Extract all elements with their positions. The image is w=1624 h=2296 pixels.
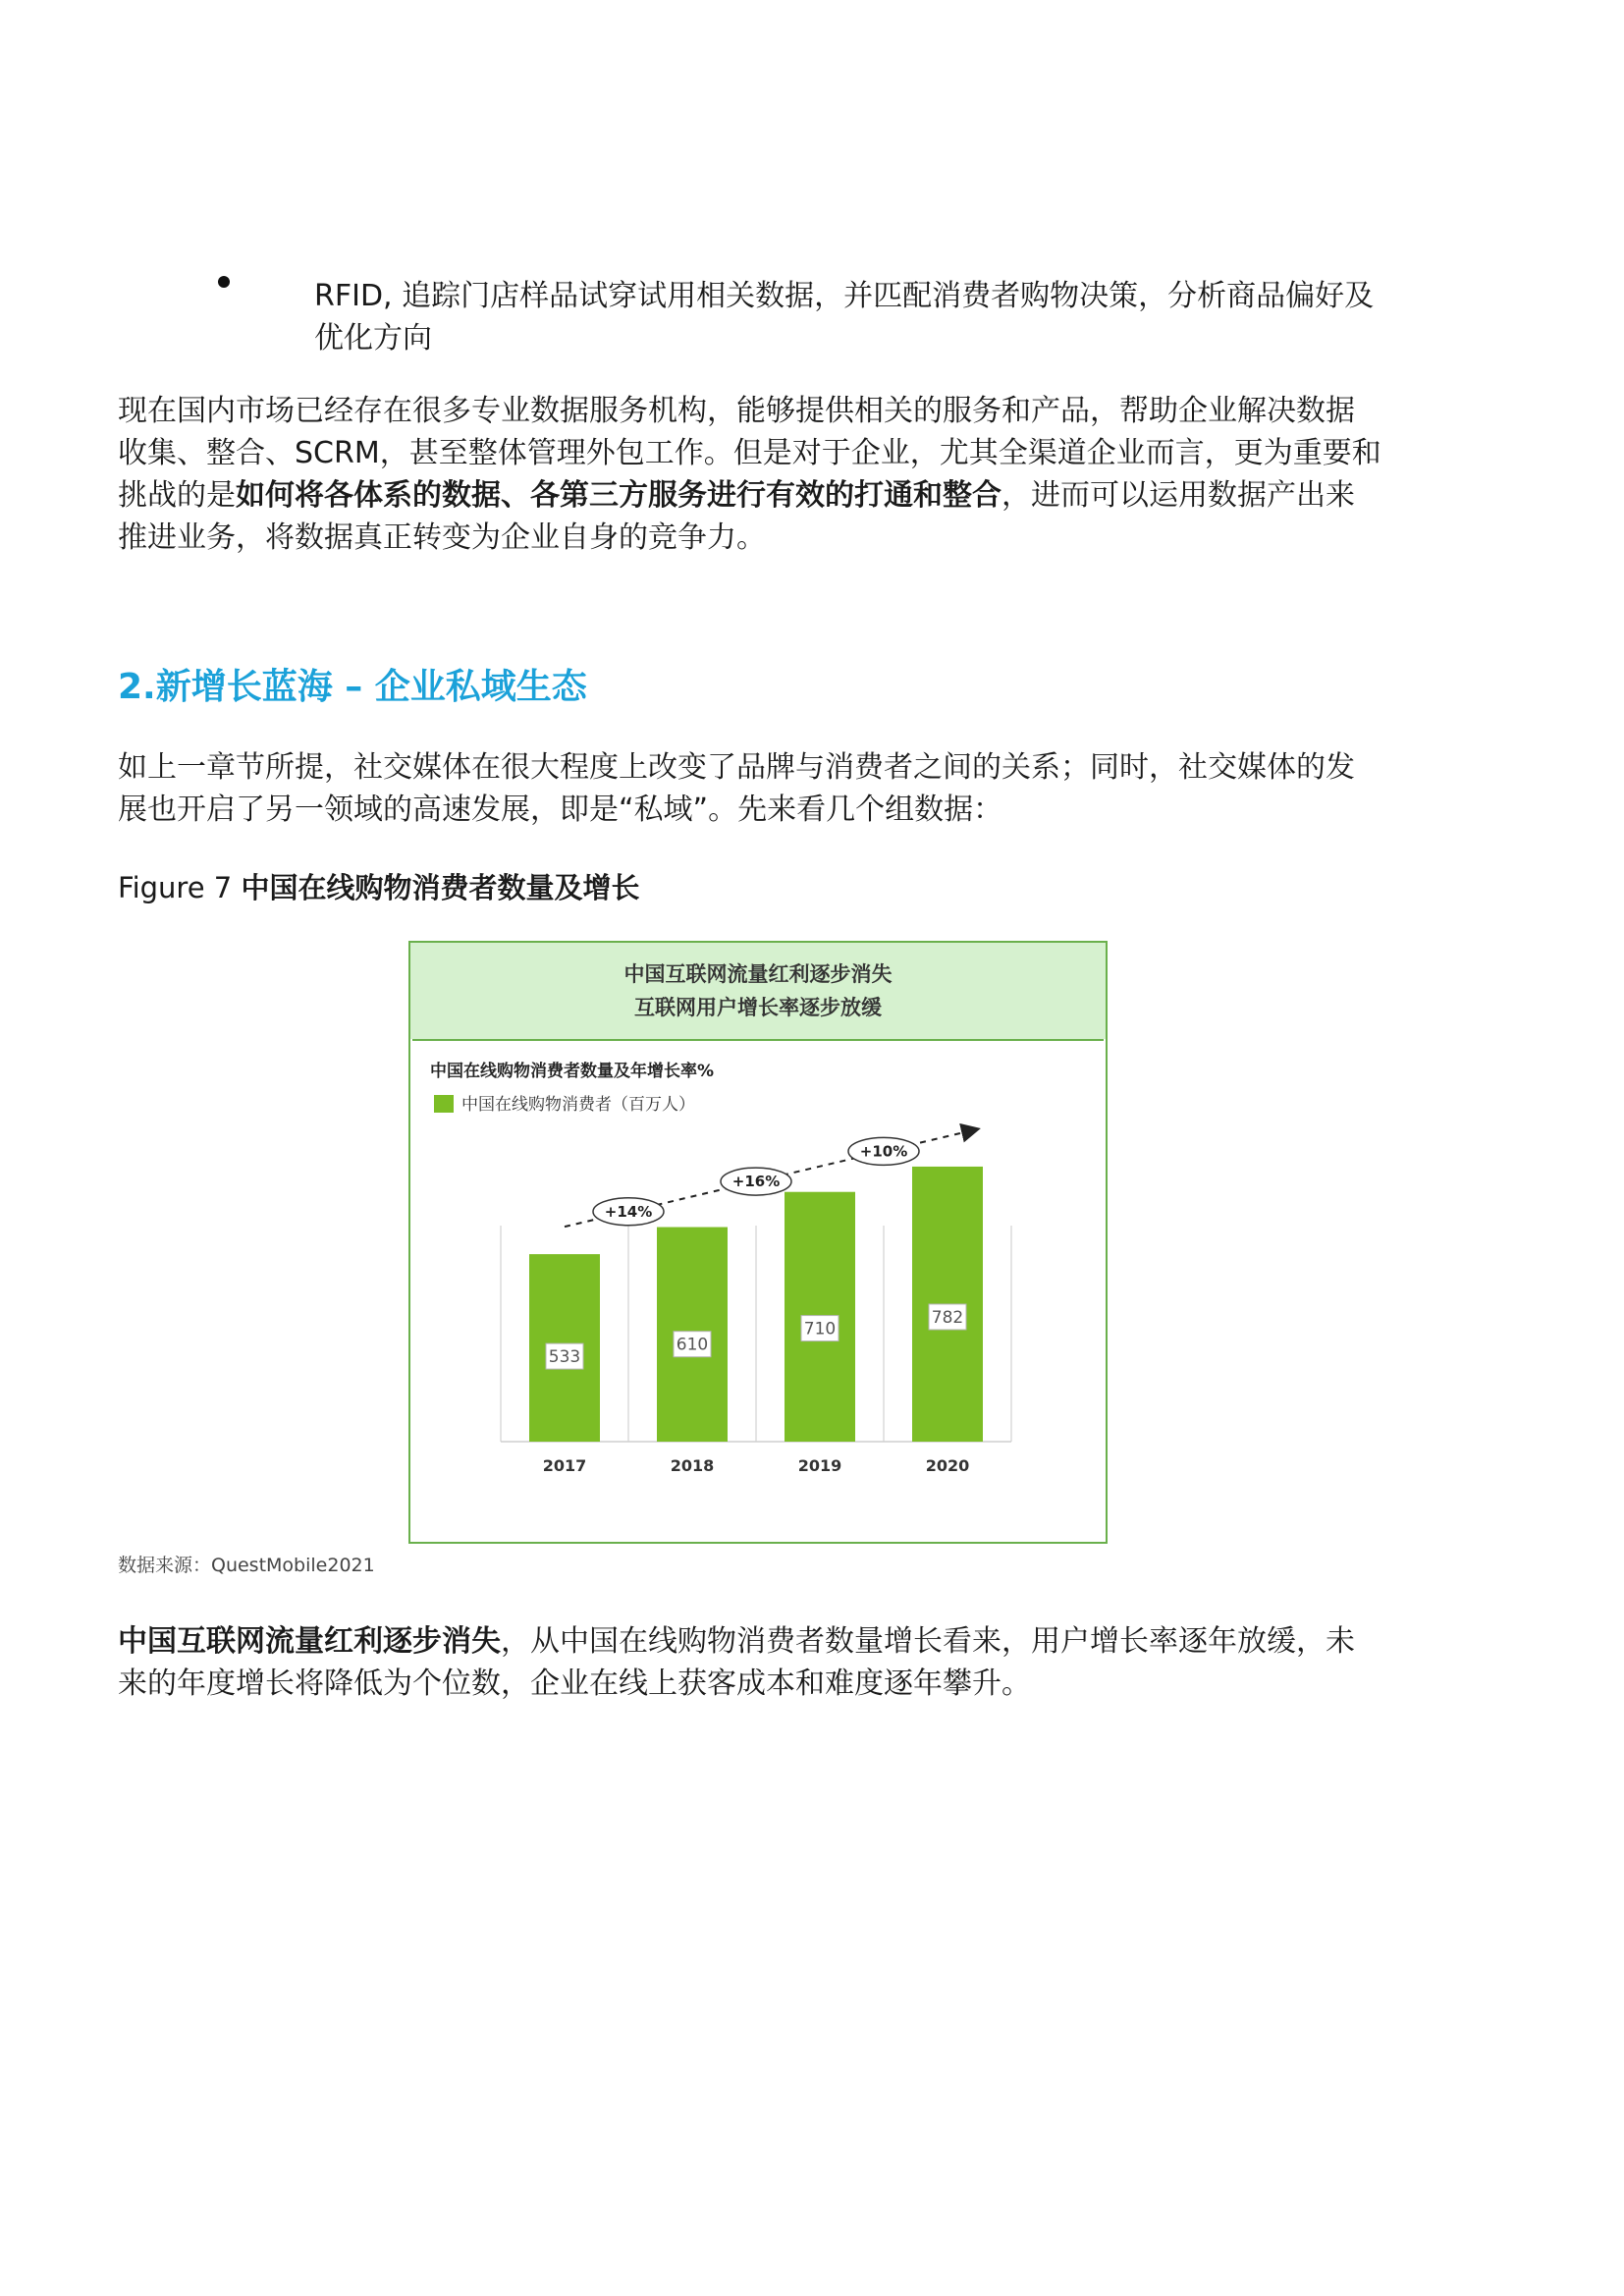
paragraph-private-domain xyxy=(118,746,1414,831)
paragraph-data-services xyxy=(118,390,1414,559)
para1-line-1: 现在国内市场已经存在很多专业数据服务机构，能够提供相关的服务和产品，帮助企业解决数据 xyxy=(118,394,1355,428)
bar-value-label: 782 xyxy=(931,1307,964,1328)
para1-line-4: 推进业务，将数据真正转变为企业自身的竞争力。 xyxy=(118,520,766,555)
x-tick-label: 2017 xyxy=(542,1456,587,1475)
bullet-line-1: RFID, 追踪门店样品试穿试用相关数据，并匹配消费者购物决策，分析商品偏好及 xyxy=(314,279,1375,313)
figure-caption xyxy=(118,868,639,907)
growth-label: +10% xyxy=(859,1142,908,1161)
para3-line-1-rest: ，从中国在线购物消费者数量增长看来，用户增长率逐年放缓，未 xyxy=(501,1624,1355,1659)
growth-label: +16% xyxy=(731,1173,781,1191)
paragraph-traffic-dividend xyxy=(118,1620,1414,1705)
section-heading: 2.新增长蓝海 – 企业私域生态 xyxy=(118,667,587,707)
bullet-item xyxy=(314,275,1424,359)
legend-label: 中国在线购物消费者（百万人） xyxy=(461,1095,695,1115)
banner-line-2: 互联网用户增长率逐步放缓 xyxy=(634,996,882,1019)
para1-line-3 xyxy=(118,474,1414,517)
chart-banner xyxy=(410,943,1106,1039)
bullet-dot xyxy=(218,276,230,288)
para2-line-2: 展也开启了另一领域的高速发展，即是“私域”。先来看几个组数据： xyxy=(118,793,1003,827)
bar-value-label: 533 xyxy=(548,1347,581,1368)
para1-line-3-pre: 挑战的是 xyxy=(118,478,236,513)
para2-line-1: 如上一章节所提，社交媒体在很大程度上改变了品牌与消费者之间的关系；同时，社交媒体的发 xyxy=(118,750,1355,785)
para3-bold: 中国互联网流量红利逐步消失 xyxy=(118,1624,501,1659)
x-tick-label: 2018 xyxy=(670,1456,715,1475)
para1-line-3-bold: 如何将各体系的数据、各第三方服务进行有效的打通和整合 xyxy=(236,478,1001,513)
para1-line-2: 收集、整合、SCRM，甚至整体管理外包工作。但是对于企业，尤其全渠道企业而言，更为重要和 xyxy=(118,436,1381,470)
legend-swatch xyxy=(434,1095,454,1113)
para1-line-3-post: ，进而可以运用数据产出来 xyxy=(1001,478,1355,513)
para3-line-1 xyxy=(118,1620,1414,1663)
growth-label: +14% xyxy=(604,1202,653,1221)
bar-chart xyxy=(412,1041,1104,1540)
chart-title: 中国在线购物消费者数量及年增长率% xyxy=(430,1062,715,1081)
para3-line-2: 来的年度增长将降低为个位数，企业在线上获客成本和难度逐年攀升。 xyxy=(118,1667,1031,1701)
banner-line-1: 中国互联网流量红利逐步消失 xyxy=(623,962,893,986)
bullet-line-2: 优化方向 xyxy=(314,321,432,355)
figure-title: 中国在线购物消费者数量及增长 xyxy=(241,871,640,904)
figure-label: Figure 7 xyxy=(118,871,242,904)
chart-panel xyxy=(412,1039,1104,1542)
bar-value-label: 610 xyxy=(676,1335,709,1355)
x-tick-label: 2019 xyxy=(797,1456,842,1475)
bar-value-label: 710 xyxy=(803,1319,837,1339)
x-tick-label: 2020 xyxy=(925,1456,970,1475)
figure-source: 数据来源：QuestMobile2021 xyxy=(118,1555,375,1576)
